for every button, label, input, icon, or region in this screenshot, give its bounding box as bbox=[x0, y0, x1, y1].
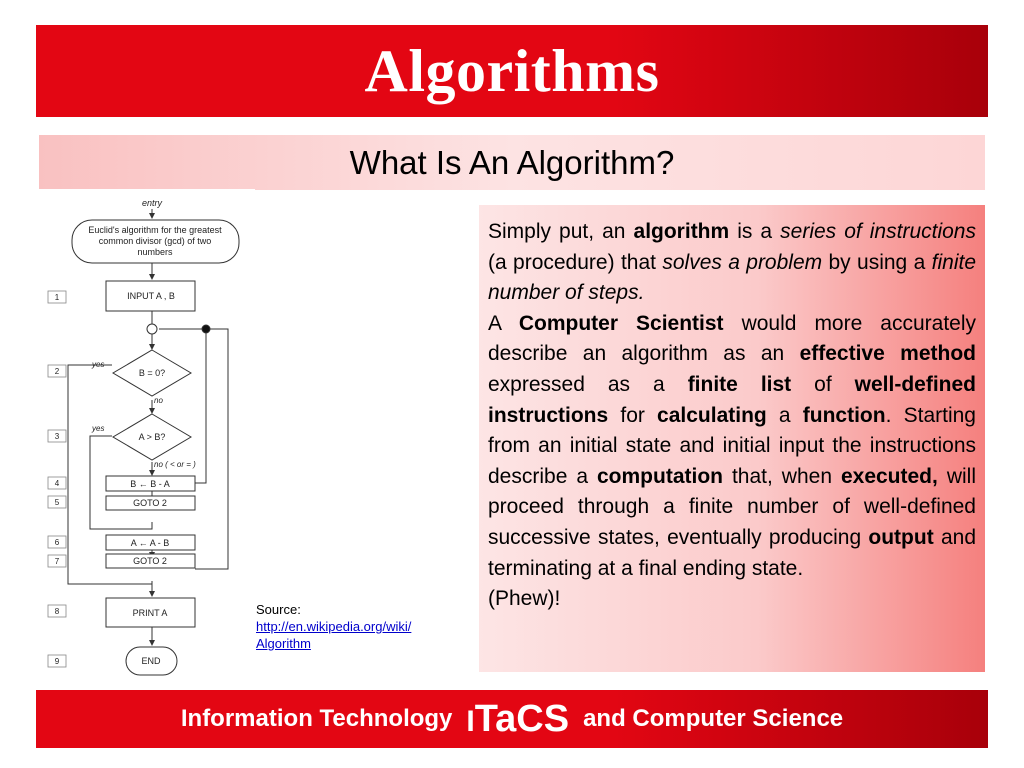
flowchart bbox=[40, 193, 280, 680]
source-link-line-2: Algorithm bbox=[256, 636, 311, 651]
description-paragraph-3: (Phew)! bbox=[488, 587, 561, 611]
description-box bbox=[479, 205, 985, 672]
desc-emphasis: solves a problem bbox=[662, 250, 823, 274]
flow-yes-label-1: yes bbox=[92, 360, 105, 369]
flow-decision-1: B = 0? bbox=[138, 368, 166, 378]
desc-term: computation bbox=[597, 464, 723, 488]
step-number-9: 9 bbox=[54, 657, 60, 666]
desc-text: Simply put, an bbox=[488, 220, 634, 243]
desc-text: of bbox=[791, 372, 855, 396]
flow-no-label-1: no bbox=[154, 396, 163, 405]
desc-emphasis: series of instructions bbox=[780, 220, 976, 243]
desc-text: is a bbox=[729, 220, 781, 243]
flow-no-label-2: no ( < or = ) bbox=[154, 460, 196, 469]
desc-text: and terminating at a final ending state. bbox=[488, 525, 977, 580]
desc-term: executed, bbox=[840, 464, 938, 488]
description-paragraph-1 bbox=[488, 217, 976, 309]
step-number-3: 3 bbox=[54, 432, 60, 441]
desc-term: finite list bbox=[687, 372, 792, 396]
flow-start-line-1: Euclid's algorithm for the greatest bbox=[88, 225, 222, 235]
footer-left-text: Information Technology bbox=[180, 705, 453, 732]
subtitle-bar bbox=[39, 135, 985, 190]
desc-term: effective method bbox=[799, 342, 977, 366]
desc-text: would more accurately describe an algorithm as an bbox=[488, 311, 976, 366]
step-number-2: 2 bbox=[54, 367, 60, 376]
desc-term: output bbox=[868, 525, 934, 549]
flow-print-box: PRINT A bbox=[132, 608, 168, 618]
step-number-7: 7 bbox=[54, 557, 60, 566]
flow-start-line-2: common divisor (gcd) of two bbox=[98, 236, 212, 246]
flow-end-box: END bbox=[141, 656, 161, 666]
source-link[interactable] bbox=[256, 618, 466, 652]
desc-text: (a procedure) that bbox=[488, 250, 663, 274]
desc-term: calculating bbox=[657, 403, 767, 427]
flow-entry-label: entry bbox=[141, 198, 163, 208]
title-bar bbox=[36, 25, 988, 117]
flow-goto-2: GOTO 2 bbox=[133, 556, 167, 566]
flow-decision-2: A > B? bbox=[138, 432, 166, 442]
flow-assign-a: A ← A - B bbox=[130, 538, 170, 548]
flow-input-box: INPUT A , B bbox=[127, 291, 175, 301]
footer-brand bbox=[466, 698, 569, 741]
desc-text: expressed as a bbox=[488, 372, 688, 396]
desc-emphasis: finite number of steps. bbox=[488, 250, 976, 305]
flow-assign-b: B ← B - A bbox=[130, 479, 170, 489]
step-number-4: 4 bbox=[54, 479, 60, 488]
source-citation bbox=[256, 601, 466, 652]
flow-start-line-3: numbers bbox=[137, 247, 173, 257]
step-number-8: 8 bbox=[54, 607, 60, 616]
desc-text: a bbox=[766, 403, 803, 427]
desc-text: by using a bbox=[822, 250, 932, 274]
step-number-1: 1 bbox=[54, 293, 60, 302]
desc-term: Computer Scientist bbox=[518, 311, 724, 335]
description-paragraph-2 bbox=[488, 309, 976, 584]
slide-subtitle: What Is An Algorithm? bbox=[349, 143, 675, 181]
desc-term-algorithm: algorithm bbox=[633, 220, 730, 243]
source-link-line-1: http://en.wikipedia.org/wiki/ bbox=[256, 619, 412, 634]
desc-text: . Starting from an initial state and initial input the instructions describe a bbox=[488, 403, 976, 488]
flow-goto-1: GOTO 2 bbox=[133, 498, 167, 508]
desc-text: will proceed through a finite number of well-defined successive states, eventually producing bbox=[488, 464, 976, 549]
step-number-5: 5 bbox=[54, 498, 60, 507]
desc-term: function bbox=[802, 403, 886, 427]
slide-title: Algorithms bbox=[364, 37, 660, 104]
desc-text: A bbox=[488, 311, 519, 335]
desc-text: for bbox=[608, 403, 658, 427]
source-label: Source: bbox=[256, 602, 301, 617]
footer-brand-i: I bbox=[466, 704, 475, 738]
footer-brand-rest: TaCS bbox=[474, 697, 570, 740]
footer-bar bbox=[36, 690, 988, 748]
desc-text: that, when bbox=[723, 464, 841, 488]
desc-term: well-defined instructions bbox=[488, 372, 976, 427]
flow-yes-label-2: yes bbox=[92, 424, 105, 433]
step-number-6: 6 bbox=[54, 538, 60, 547]
footer-right-text: and Computer Science bbox=[583, 705, 844, 732]
